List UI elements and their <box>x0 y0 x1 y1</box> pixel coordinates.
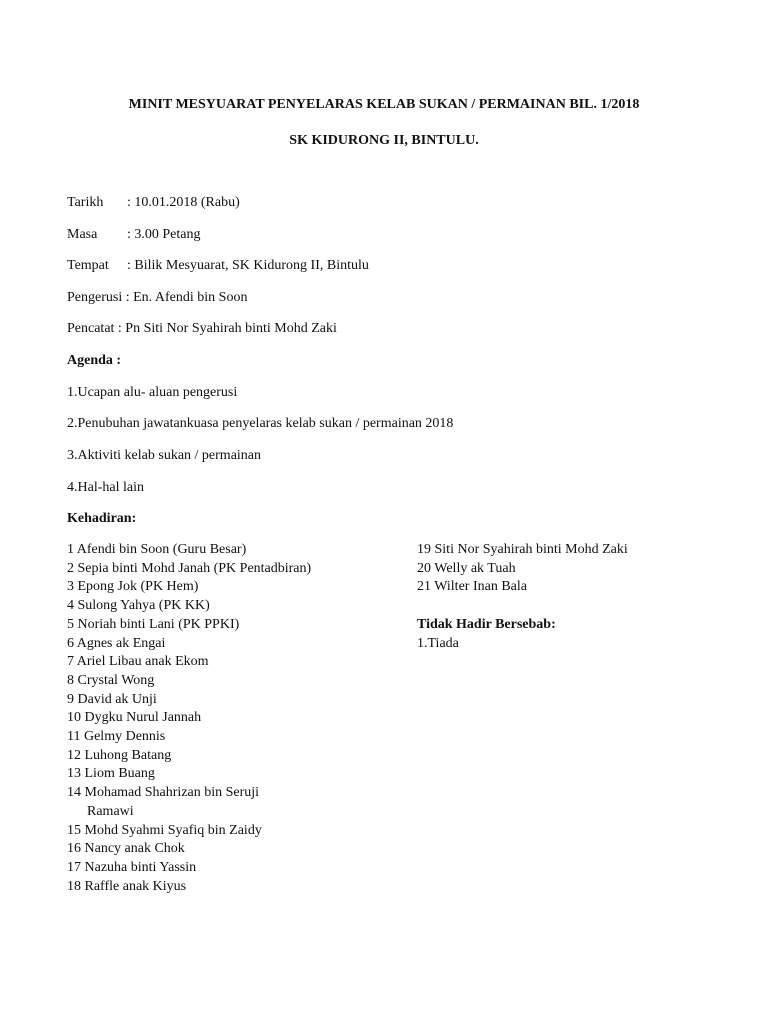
attendee-item: 9 David ak Unji <box>67 691 157 707</box>
attendee-item: 21 Wilter Inan Bala <box>417 579 527 595</box>
attendance-list-right <box>417 541 717 653</box>
agenda-heading: Agenda : <box>67 353 122 368</box>
attendee-item: 18 Raffle anak Kiyus <box>67 878 187 894</box>
meta-masa-value: : 3.00 Petang <box>127 227 201 242</box>
attendee-item: 15 Mohd Syahmi Syafiq bin Zaidy <box>67 822 262 838</box>
attendance-list-left <box>67 541 407 896</box>
document-title: MINIT MESYUARAT PENYELARAS KELAB SUKAN / PERMAINAN BIL. 1/2018 <box>128 97 640 112</box>
attendee-item: 1 Afendi bin Soon (Guru Besar) <box>67 542 247 557</box>
agenda-item: 3.Aktiviti kelab sukan / permainan <box>67 448 262 463</box>
attendee-item: 10 Dygku Nurul Jannah <box>67 710 202 726</box>
agenda-item: 2.Penubuhan jawatankuasa penyelaras kelab sukan / permainan 2018 <box>67 416 454 431</box>
meta-tempat-value: : Bilik Mesyuarat, SK Kidurong II, Bintulu <box>127 258 369 273</box>
attendee-item: 19 Siti Nor Syahirah binti Mohd Zaki <box>417 542 628 557</box>
meta-pencatat <box>67 321 337 337</box>
tidak-hadir-item: 1.Tiada <box>417 635 459 651</box>
meta-masa <box>67 227 201 243</box>
meta-tarikh-value: : 10.01.2018 (Rabu) <box>127 195 240 210</box>
meta-pengerusi-value: : En. Afendi bin Soon <box>125 290 248 305</box>
attendee-item-continuation: Ramawi <box>87 803 134 819</box>
attendee-item: 13 Liom Buang <box>67 766 155 782</box>
agenda-item: 4.Hal-hal lain <box>67 480 144 495</box>
attendee-item: 6 Agnes ak Engai <box>67 635 166 651</box>
tidak-hadir-heading: Tidak Hadir Bersebab: <box>417 616 556 632</box>
meta-pencatat-value: : Pn Siti Nor Syahirah binti Mohd Zaki <box>114 321 337 336</box>
attendee-item: 16 Nancy anak Chok <box>67 841 185 857</box>
attendee-item: 7 Ariel Libau anak Ekom <box>67 654 209 670</box>
kehadiran-heading: Kehadiran: <box>67 511 137 526</box>
meta-pencatat-label: Pencatat <box>67 321 115 336</box>
attendee-item: 17 Nazuha binti Yassin <box>67 859 197 875</box>
meta-tarikh <box>67 195 240 211</box>
agenda-item: 1.Ucapan alu- aluan pengerusi <box>67 385 238 400</box>
attendee-item: 8 Crystal Wong <box>67 672 155 688</box>
attendee-item: 14 Mohamad Shahrizan bin Seruji <box>67 785 260 801</box>
attendee-item: 20 Welly ak Tuah <box>417 560 516 576</box>
meta-tempat-label: Tempat <box>67 258 109 273</box>
attendee-item: 5 Noriah binti Lani (PK PPKI) <box>67 616 240 632</box>
meta-tempat <box>67 258 369 274</box>
meta-tarikh-label: Tarikh <box>67 195 104 210</box>
attendee-item: 3 Epong Jok (PK Hem) <box>67 579 199 595</box>
meta-pengerusi-label: Pengerusi <box>67 290 123 305</box>
document-subtitle: SK KIDURONG II, BINTULU. <box>289 133 479 148</box>
spacer <box>417 597 717 616</box>
meta-pengerusi <box>67 290 247 306</box>
attendee-item: 12 Luhong Batang <box>67 747 172 763</box>
attendee-item: 4 Sulong Yahya (PK KK) <box>67 598 210 614</box>
meta-masa-label: Masa <box>67 227 98 242</box>
attendee-item: 2 Sepia binti Mohd Janah (PK Pentadbiran) <box>67 560 312 576</box>
attendee-item: 11 Gelmy Dennis <box>67 729 166 745</box>
